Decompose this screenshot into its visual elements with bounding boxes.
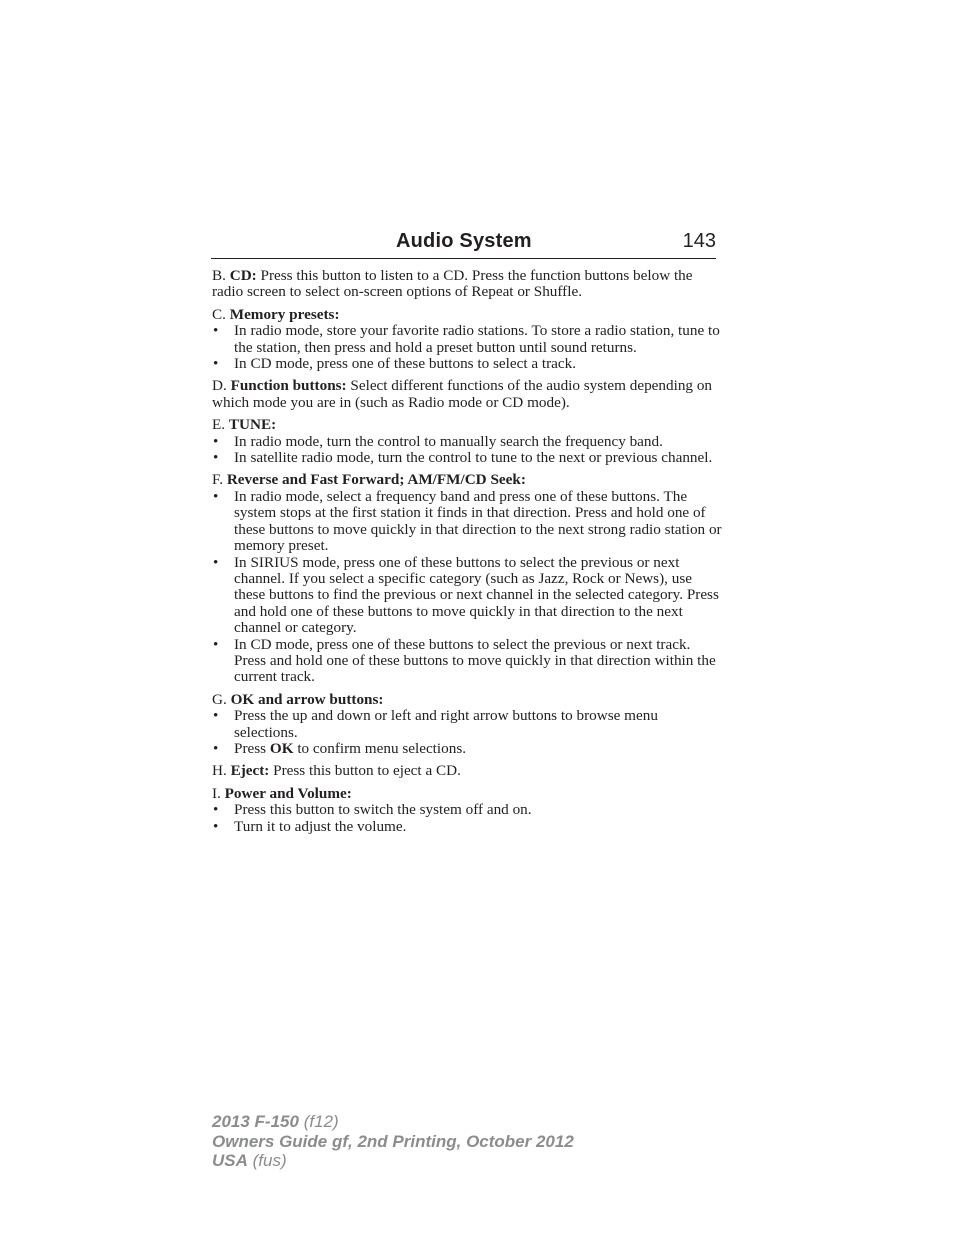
list-item: • Press OK to confirm menu selections. bbox=[213, 739, 467, 757]
item-term: Power and Volume: bbox=[224, 784, 352, 802]
page-content bbox=[212, 268, 722, 841]
item-term: Memory presets: bbox=[229, 305, 340, 323]
bullet-icon: • bbox=[213, 817, 219, 835]
footer-line-model: 2013 F-150 (f12) bbox=[212, 1112, 339, 1131]
list-item: • In CD mode, press one of these buttons to select the previous or next track. Press and hold one of these buttons to move quickly in that direction within the current track. bbox=[213, 635, 716, 686]
item-letter: E. bbox=[212, 416, 226, 434]
list-item: • In CD mode, press one of these buttons to select a track. bbox=[213, 355, 577, 373]
list-item: • Press this button to switch the system off and on. bbox=[213, 801, 532, 819]
list-item: • In satellite radio mode, turn the control to tune to the next or previous channel. bbox=[213, 449, 713, 467]
item-term: CD: bbox=[229, 267, 257, 284]
bullet-icon: • bbox=[213, 355, 219, 373]
item-i-power-volume bbox=[212, 786, 722, 802]
bullet-icon: • bbox=[213, 635, 219, 653]
bullet-icon: • bbox=[213, 432, 219, 450]
item-d-function-buttons bbox=[212, 378, 722, 411]
item-g-ok-arrow-buttons bbox=[212, 692, 722, 708]
item-text: Select different functions of the audio system depending on which mode you are in (such as Radio mode or CD mode). bbox=[212, 377, 713, 411]
item-letter: F. bbox=[212, 471, 224, 489]
item-text: Press this button to eject a CD. bbox=[273, 762, 461, 780]
footer-line-edition: Owners Guide gf, 2nd Printing, October 2012 bbox=[212, 1131, 574, 1151]
footer-line-market: USA (fus) bbox=[212, 1151, 287, 1170]
bullet-icon: • bbox=[213, 553, 219, 571]
item-e-tune bbox=[212, 417, 722, 433]
list-item: • In radio mode, select a frequency band and press one of these buttons. The system stops at the first station it finds in that direction. Press and hold one of these buttons to move quickly in that direction to the next strong radio station or memory preset. bbox=[213, 487, 722, 555]
item-term: OK and arrow buttons: bbox=[230, 690, 384, 708]
item-letter: I. bbox=[212, 784, 221, 802]
bullet-icon: • bbox=[213, 449, 219, 467]
item-f-seek bbox=[212, 472, 722, 488]
list-item: • Turn it to adjust the volume. bbox=[213, 817, 407, 835]
item-term: Function buttons: bbox=[230, 377, 347, 395]
bullet-icon: • bbox=[213, 739, 219, 757]
item-letter: C. bbox=[212, 305, 226, 323]
item-term: Reverse and Fast Forward; AM/FM/CD Seek: bbox=[226, 471, 526, 489]
item-term: Eject: bbox=[230, 762, 270, 780]
list-item: • In radio mode, turn the control to manually search the frequency band. bbox=[213, 432, 663, 450]
bullet-icon: • bbox=[213, 707, 219, 725]
item-text: Press this button to listen to a CD. Press the function buttons below the radio screen to select on-screen options of Repeat or Shuffle. bbox=[212, 267, 693, 301]
bullet-icon: • bbox=[213, 487, 219, 505]
item-letter: D. bbox=[212, 377, 227, 395]
bullet-list bbox=[212, 323, 722, 372]
item-letter: G. bbox=[212, 690, 227, 708]
bullet-icon: • bbox=[213, 801, 219, 819]
section-title: Audio System bbox=[396, 230, 532, 252]
page-number: 143 bbox=[682, 230, 716, 252]
list-item: • In radio mode, store your favorite radio stations. To store a radio station, tune to the station, then press and hold a preset button until sound returns. bbox=[213, 322, 720, 356]
bullet-list bbox=[212, 708, 722, 757]
item-b-cd bbox=[212, 268, 722, 301]
list-item: • In SIRIUS mode, press one of these buttons to select the previous or next channel. If you select a specific category (such as Jazz, Rock or News), use these buttons to find the previous or next channel in the selected category. Press and hold one of these buttons to move quickly in that direction to the next channel or category. bbox=[213, 553, 719, 637]
page-footer bbox=[212, 1112, 574, 1171]
item-c-memory-presets bbox=[212, 307, 722, 323]
bullet-list bbox=[212, 489, 722, 686]
item-term: TUNE: bbox=[228, 416, 277, 434]
list-item: • Press the up and down or left and right arrow buttons to browse menu selections. bbox=[213, 707, 658, 741]
item-h-eject bbox=[212, 763, 722, 779]
bullet-list bbox=[212, 434, 722, 467]
item-letter: B. bbox=[212, 267, 226, 284]
bullet-icon: • bbox=[213, 322, 219, 340]
item-letter: H. bbox=[212, 762, 227, 780]
bullet-list bbox=[212, 802, 722, 835]
page-header bbox=[211, 228, 716, 259]
